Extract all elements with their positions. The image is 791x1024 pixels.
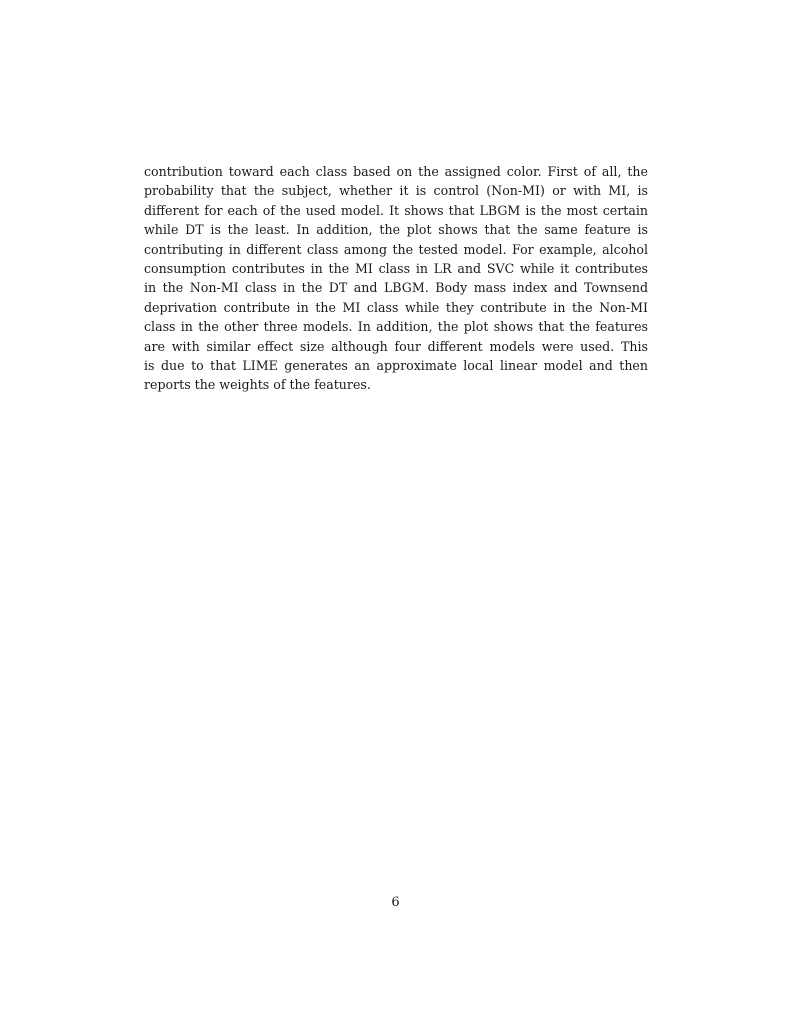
paragraph-line: contributing in different class among the tested model. For example, alcohol bbox=[144, 241, 648, 257]
paragraph-line: deprivation contribute in the MI class while they contribute in the Non-MI bbox=[144, 299, 648, 315]
paragraph-line: contribution toward each class based on the assigned color. First of all, the bbox=[144, 164, 648, 179]
paragraph-line: are with similar effect size although four different models were used. This bbox=[144, 338, 648, 354]
paragraph-line: class in the other three models. In addition, the plot shows that the features bbox=[144, 319, 648, 335]
paragraph-line: in the Non-MI class in the DT and LBGM. Body mass index and Townsend bbox=[144, 280, 648, 296]
page-number: 6 bbox=[391, 895, 400, 910]
paragraph-line: is due to that LIME generates an approximate local linear model and then bbox=[144, 358, 648, 374]
paragraph-line: while DT is the least. In addition, the plot shows that the same feature is bbox=[144, 222, 648, 238]
body-paragraph bbox=[144, 162, 648, 395]
paragraph-line: reports the weights of the features. bbox=[144, 377, 371, 393]
paragraph-line: consumption contributes in the MI class in LR and SVC while it contributes bbox=[144, 261, 648, 277]
paragraph-line: probability that the subject, whether it is control (Non-MI) or with MI, is bbox=[144, 183, 648, 199]
paragraph-line: different for each of the used model. It shows that LBGM is the most certain bbox=[144, 202, 648, 218]
